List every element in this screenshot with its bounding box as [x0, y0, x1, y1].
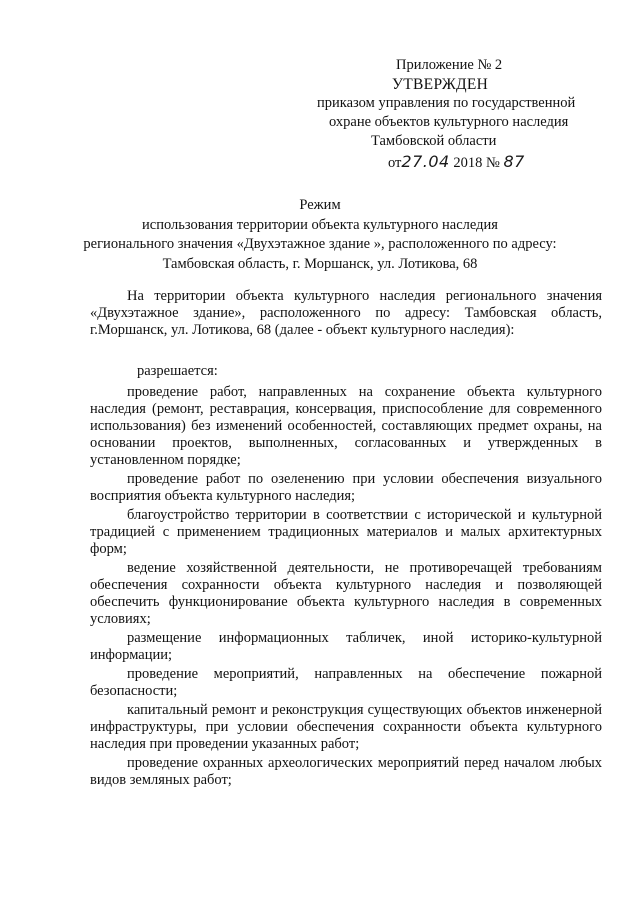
title-line-1: Режим — [299, 197, 341, 213]
list-item: проведение работ по озеленению при условии обеспечения визуального восприятия объекта культурного наследия; — [90, 471, 602, 504]
document-body — [90, 288, 602, 791]
order-date-line — [388, 152, 525, 173]
handwritten-date: 27.04 — [401, 152, 450, 171]
order-line-1: приказом управления по государственной — [317, 95, 576, 111]
list-item: ведение хозяйственной деятельности, не противоречащей требованиям обеспечения сохранности объекта культурного наследия и позволяющей обеспечить функционирование объекта культурного наследия в современных условиях; — [90, 560, 602, 627]
appendix-number: Приложение № 2 — [396, 57, 503, 73]
list-item: проведение работ, направленных на сохранение объекта культурного наследия (ремонт, реставрация, консервация, приспособление для современного использования) без изменений особенностей, составляющих предмет охраны, на основании проектов, выполненных, согласованных и утвержденных в установленном порядке; — [90, 384, 602, 468]
intro-paragraph: На территории объекта культурного наследия регионального значения «Двухэтажное здание», расположенного по адресу: Тамбовская область, г.Моршанск, ул. Лотикова, 68 (далее - объект культурного наследия): — [90, 288, 602, 338]
list-item: размещение информационных табличек, иной историко-культурной информации; — [90, 630, 602, 663]
title-line-4: Тамбовская область, г. Моршанск, ул. Лотикова, 68 — [162, 255, 478, 272]
list-item: капитальный ремонт и реконструкция существующих объектов инженерной инфраструктуры, при условии обеспечения сохранности объекта культурного наследия при проведении указанных работ; — [90, 702, 602, 752]
handwritten-number: 87 — [503, 152, 525, 171]
title-line-2: использования территории объекта культурного наследия — [142, 216, 498, 233]
order-line-2: охране объектов культурного наследия — [329, 114, 569, 130]
title-line-3: регионального значения «Двухэтажное здание », расположенного по адресу: — [83, 236, 557, 252]
list-item: проведение охранных археологических мероприятий перед началом любых видов земляных работ; — [90, 755, 602, 788]
date-prefix: от — [388, 155, 402, 171]
list-item: проведение мероприятий, направленных на обеспечение пожарной безопасности; — [90, 666, 602, 699]
list-item: благоустройство территории в соответствии с исторической и культурной традицией с применением традиционных материалов и малых архитектурных форм; — [90, 507, 602, 557]
document-title — [60, 196, 580, 274]
approved-label: УТВЕРЖДЕН — [392, 76, 489, 93]
permitted-label: разрешается: — [137, 363, 218, 379]
region-line: Тамбовской области — [371, 133, 497, 149]
year-number-prefix: 2018 № — [453, 155, 500, 171]
